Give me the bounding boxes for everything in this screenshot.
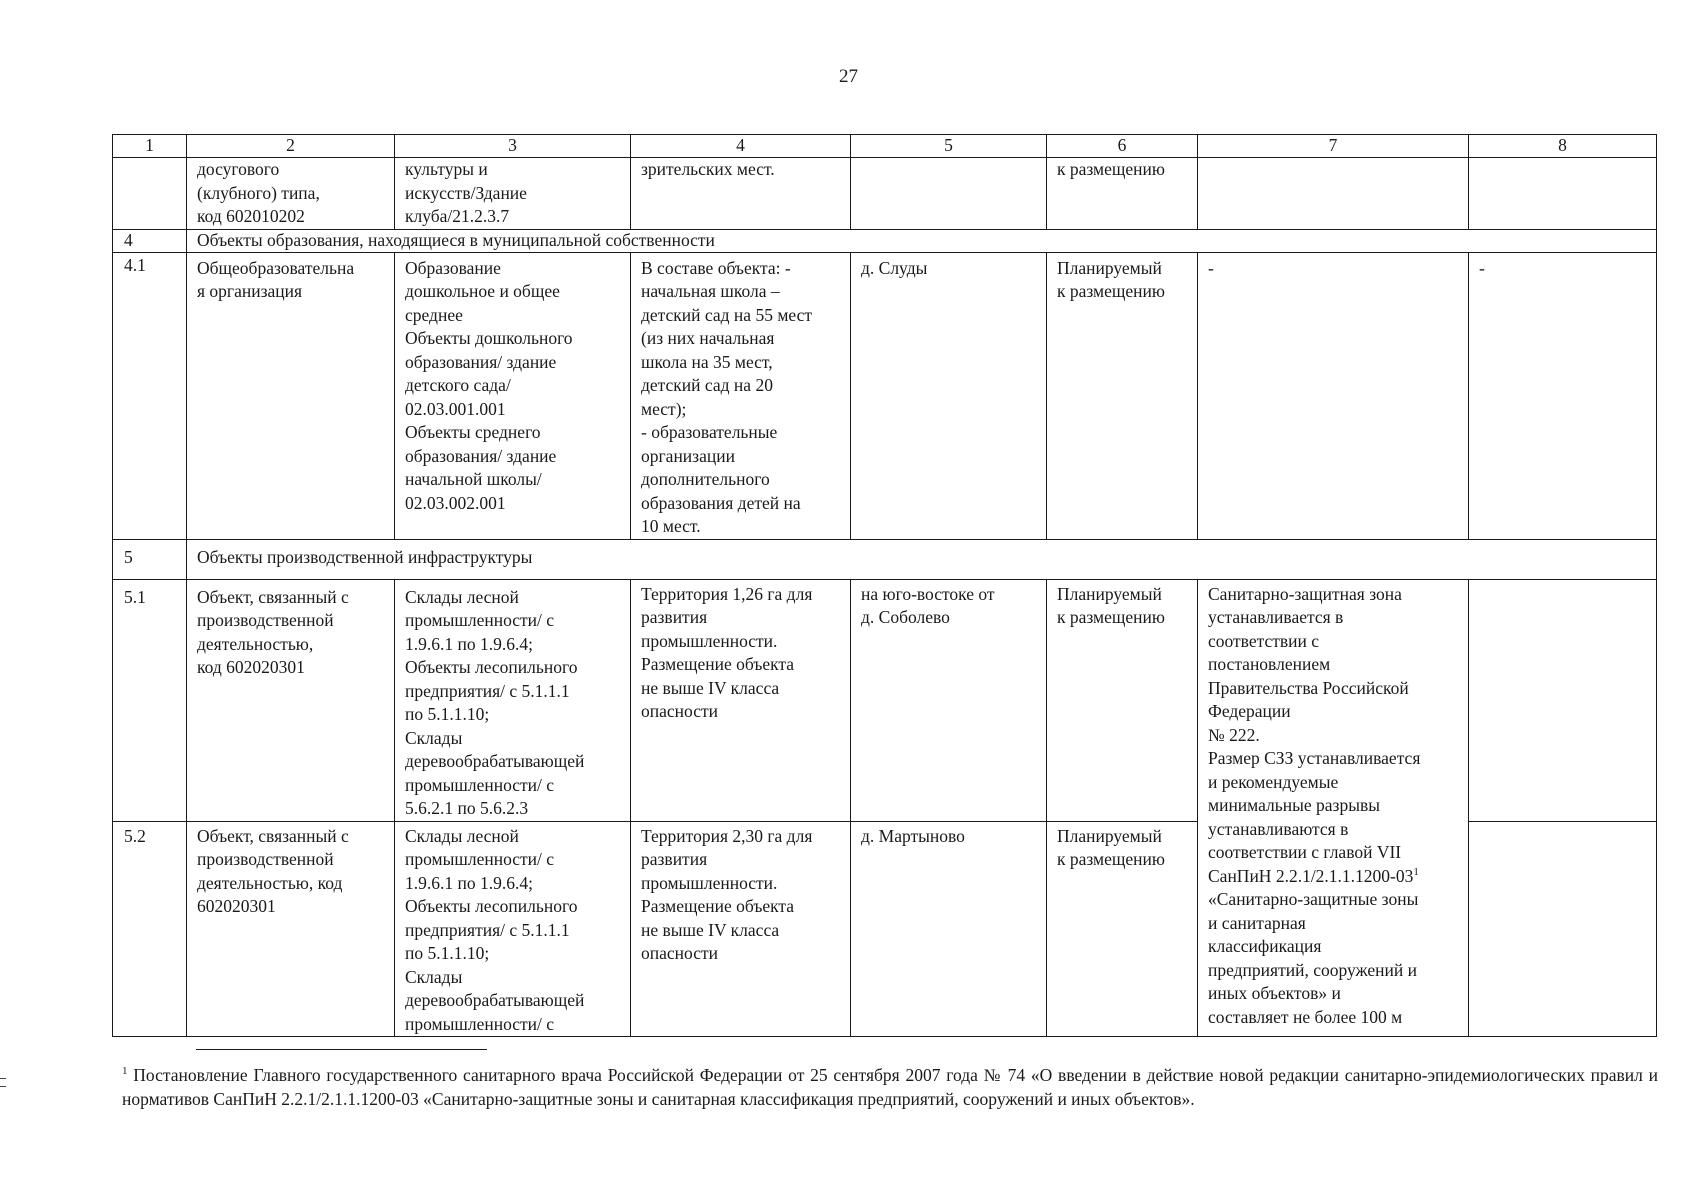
table-header-row [113,135,1657,158]
cell-object-type: Склады лесной промышленности/ с 1.9.6.1 по 1.9.6.4; Объекты лесопильного предприятия/ с 5.1.1.1 по 5.1.1.10; Склады деревообрабатывающей промышленности/ с 5.6.2.1 по 5.6.2.3 [395,579,631,821]
cell-location: на юго-востоке от д. Соболево [851,579,1047,821]
objects-table [112,134,1657,1037]
cell-location: д. Слуды [851,252,1047,539]
zone-text-main: Санитарно-защитная зона устанавливается в соответствии с постановлением Правительства Российской Федерации № 222. Размер СЗЗ устанавливается и рекомендуемые минимальные разрывы устанавливаются в соответствии с главой VII СанПиН 2.2.1/2.1.1.1200-03 [1208,583,1421,886]
section-title: Объекты образования, находящиеся в муниципальной собственности [187,229,1657,252]
cell-location: д. Мартыново [851,821,1047,1037]
footnote-separator [196,1049,487,1050]
cell-object-name: Объект, связанный с производственной деятельностью, код 602020301 [187,579,395,821]
cell-object-name: досугового (клубного) типа, код 602010202 [187,158,395,230]
cell-status: к размещению [1047,158,1198,230]
header-cell: 8 [1469,135,1657,158]
cell-notes: - [1469,252,1657,539]
footnote-reference: 1 [1413,865,1419,878]
cell-notes [1469,579,1657,821]
cell-object-type: Склады лесной промышленности/ с 1.9.6.1 по 1.9.6.4; Объекты лесопильного предприятия/ с 5.1.1.1 по 5.1.1.10; Склады деревообрабатывающей промышленности/ с [395,821,631,1037]
section-number: 5 [113,539,187,579]
cell-characteristics: Территория 1,26 га для развития промышленности. Размещение объекта не выше IV класса опасности [631,579,851,821]
cell-num: 5.2 [113,821,187,1037]
footnote-marker: 1 [122,1065,128,1078]
cell-object-type: Образование дошкольное и общее среднее Объекты дошкольного образования/ здание детского сада/ 02.03.001.001 Объекты среднего образования/ здание начальной школы/ 02.03.002.001 [395,252,631,539]
cell-characteristics: В составе объекта: - начальная школа – детский сад на 55 мест (из них начальная школа на 35 мест, детский сад на 20 мест); - образовательные организации дополнительного образования детей на 10 мест. [631,252,851,539]
table-row-5-1 [113,579,1657,821]
page-number: 27 [839,66,858,87]
cell-characteristics: зрительских мест. [631,158,851,230]
section-row-4 [113,229,1657,252]
table-row-continued [113,158,1657,230]
cell-notes [1469,158,1657,230]
cell-status: Планируемый к размещению [1047,579,1198,821]
section-row-5 [113,539,1657,579]
section-title: Объекты производственной инфраструктуры [187,539,1657,579]
cell-object-name: Объект, связанный с производственной деятельностью, код 602020301 [187,821,395,1037]
scan-edge-mark [0,1086,6,1087]
header-cell: 7 [1198,135,1469,158]
footnote-text: Постановление Главного государственного санитарного врача Российской Федерации от 25 сентября 2007 года № 74 «О введении в действие новой редакции санитарно-эпидемиологических правил и нормативов СанПиН 2.2.1/2.1.1.1200-03 «Санитарно-защитные зоны и санитарная классификация предприятий, сооружений и иных объектов». [122,1065,1659,1109]
footnote [122,1063,1658,1111]
cell-num: 4.1 [113,252,187,539]
cell-notes [1469,821,1657,1037]
cell-sanitary-zone [1198,579,1469,1037]
cell-object-type: культуры и искусств/Здание клуба/21.2.3.7 [395,158,631,230]
section-number: 4 [113,229,187,252]
header-cell: 4 [631,135,851,158]
cell-object-name: Общеобразовательна я организация [187,252,395,539]
header-cell: 6 [1047,135,1198,158]
cell-num [113,158,187,230]
cell-characteristics: Территория 2,30 га для развития промышленности. Размещение объекта не выше IV класса опасности [631,821,851,1037]
cell-zone: - [1198,252,1469,539]
cell-location [851,158,1047,230]
header-cell: 2 [187,135,395,158]
zone-text-rest: «Санитарно-защитные зоны и санитарная классификация предприятий, сооружений и иных объектов» и составляет не более 100 м [1208,889,1419,1027]
scan-edge-mark [0,1078,6,1079]
cell-status: Планируемый к размещению [1047,252,1198,539]
cell-num: 5.1 [113,579,187,821]
table-row-4-1 [113,252,1657,539]
header-cell: 3 [395,135,631,158]
header-cell: 1 [113,135,187,158]
cell-status: Планируемый к размещению [1047,821,1198,1037]
header-cell: 5 [851,135,1047,158]
cell-zone [1198,158,1469,230]
